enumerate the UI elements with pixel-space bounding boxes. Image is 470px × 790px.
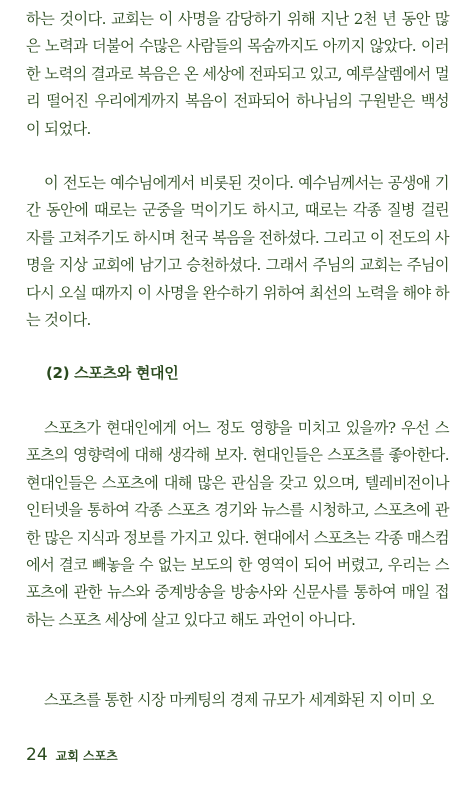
- body-paragraph: 스포츠를 통한 시장 마케팅의 경제 규모가 세계화된 지 이미 오: [44, 691, 434, 709]
- page-footer: [26, 745, 118, 765]
- body-paragraph: 스포츠가 현대인에게 어느 정도 영향을 미치고 있을까? 우선 스포츠의 영향력에 대해 생각해 보자. 현대인들은 스포츠를 좋아한다. 현대인들은 스포츠에 대해 많은 관심을 갖고 있으며, 텔레비전이나 인터넷을 통하여 각종 스포츠 경기와 뉴스를 시청하고, 스포츠에 관한 많은 지식과 정보를 가지고 있다. 현대에서 스포츠는 각종 매스컴에서 결코 빼놓을 수 없는 보도의 한 영역이 되어 버렸고, 우리는 스포츠에 관한 뉴스와 중계방송을 방송사와 신문사를 통하여 매일 접하는 스포츠 세상에 살고 있다고 해도 과언이 아니다.: [26, 419, 449, 629]
- running-title: 교회 스포츠: [55, 749, 118, 763]
- page-number: 24: [26, 745, 48, 765]
- body-paragraph: 이 전도는 예수님에게서 비롯된 것이다. 예수님께서는 공생애 기간 동안에 때로는 군중을 먹이기도 하시고, 때로는 각종 질병 걸린 자를 고쳐주기도 하시며 천국 복음을 전하셨다. 그리고 이 전도의 사명을 지상 교회에 남기고 승천하셨다. 그래서 주님의 교회는 주님이 다시 오실 때까지 이 사명을 완수하기 위하여 최선의 노력을 해야 하는 것이다.: [26, 174, 449, 330]
- section-heading: (2) 스포츠와 현대인: [46, 364, 179, 382]
- body-paragraph: 하는 것이다. 교회는 이 사명을 감당하기 위해 지난 2천 년 동안 많은 노력과 더불어 수많은 사람들의 목숨까지도 아끼지 않았다. 이러한 노력의 결과로 복음은 온 세상에 전파되고 있고, 예루살렘에서 멀리 떨어진 우리에게까지 복음이 전파되어 하나님의 구원받은 백성이 되었다.: [26, 10, 449, 138]
